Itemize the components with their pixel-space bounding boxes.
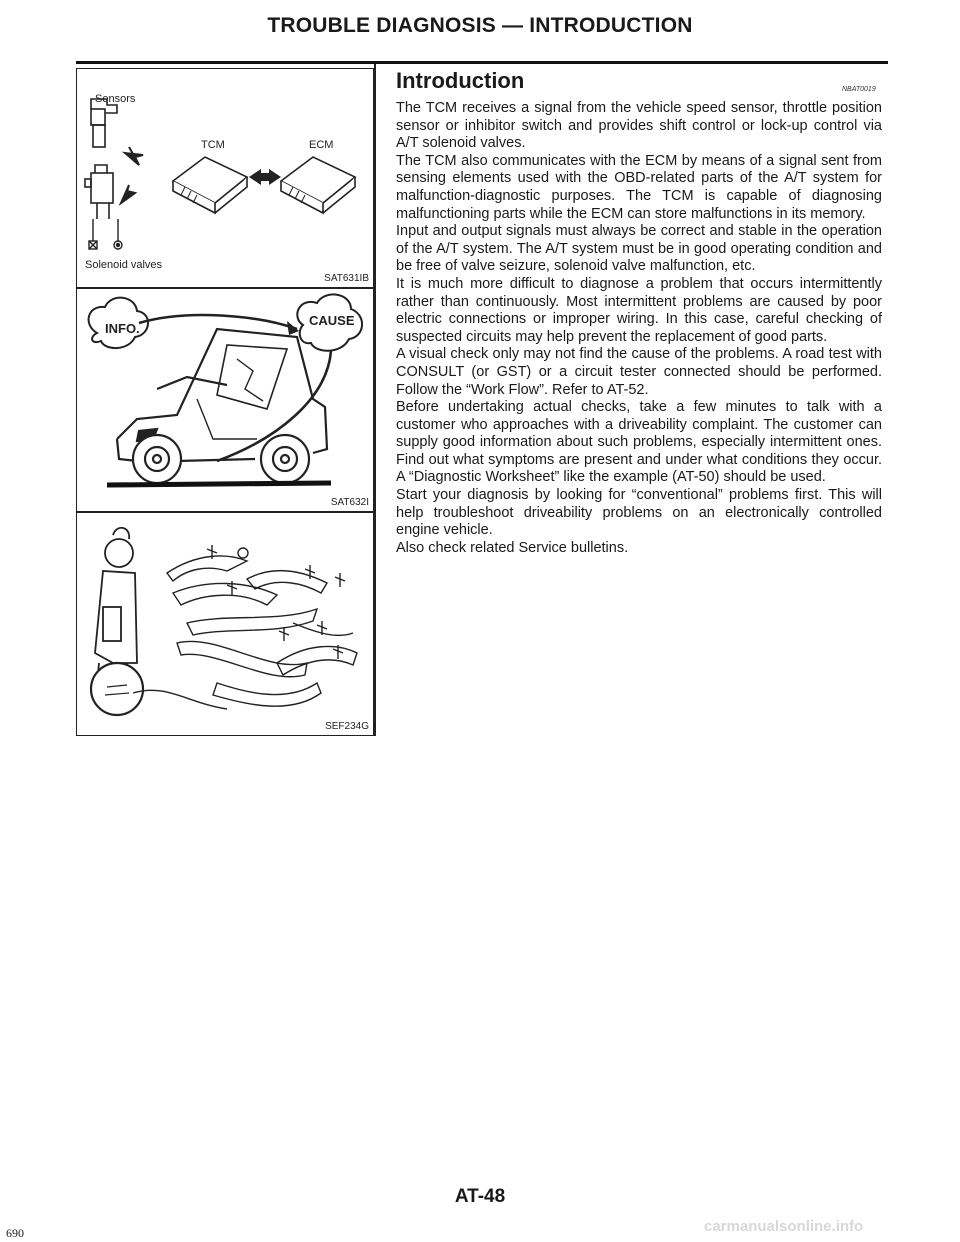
paragraph: Start your diagnosis by looking for “conventional” problems first. This will help troubleshoot driveability problems on an electronically controlled engine vehicle. — [396, 487, 882, 539]
introduction-body — [396, 100, 882, 557]
magnifier-icon — [91, 663, 143, 715]
margin-number: 690 — [6, 1226, 24, 1240]
paragraph: It is much more difficult to diagnose a problem that occurs intermittently rather than continuously. Most intermittent problems are caused by poor electric connections or improper wiring. In this case, careful checking of suspected circuits may help prevent the replacement of good parts. — [396, 275, 882, 345]
spark-icon — [207, 545, 345, 659]
ecm-label: ECM — [309, 139, 334, 151]
figure-sensors-tcm-ecm — [76, 68, 374, 288]
speed-sensor-icon — [91, 99, 117, 147]
solenoid-valves-label: Solenoid valves — [85, 259, 163, 271]
watermark: carmanualsonline.info — [704, 1218, 864, 1235]
figure-code: SEF234G — [325, 721, 369, 732]
figure-code: SAT631IB — [324, 273, 369, 284]
page-header-title: TROUBLE DIAGNOSIS — INTRODUCTION — [267, 14, 693, 37]
ecm-unit-icon — [281, 157, 355, 213]
header-rule — [76, 61, 888, 64]
sensors-label: Sensors — [95, 93, 136, 105]
technician-wiring-illustration — [77, 513, 375, 737]
paragraph: A visual check only may not find the cause of the problems. A road test with CONSULT (or GST) or a circuit tester connected should be performed. Follow the “Work Flow”. Refer to AT-52. — [396, 346, 882, 398]
bidirectional-arrow-icon — [249, 169, 281, 185]
wiring-harness-icon — [133, 556, 357, 709]
figure-code: SAT632I — [330, 497, 369, 508]
figure-technician-wiring — [76, 512, 374, 736]
wheel-icon — [261, 435, 309, 483]
sensor-arrow-icon — [121, 185, 135, 203]
sensor-arrow-icon — [125, 147, 143, 165]
figure-info-cause — [76, 288, 374, 512]
wheel-icon — [133, 435, 181, 483]
paragraph: Input and output signals must always be correct and stable in the operation of the A/T system. The A/T system must be in good operating condition and be free of valve seizure, solenoid valve malfunction, etc. — [396, 223, 882, 275]
paragraph: The TCM also communicates with the ECM by means of a signal sent from sensing elements used with the OBD-related parts of the A/T system for malfunction-diagnostic purposes. The TCM is capable of diagnosing malfunctioning parts while the ECM can store malfunctions in its memory. — [396, 152, 882, 222]
car-shadow — [107, 483, 331, 485]
page-number: AT-48 — [454, 1186, 506, 1207]
paragraph: Before undertaking actual checks, take a few minutes to talk with a customer who approaches with a driveability complaint. The customer can supply good information about such problems, especially intermittent ones. Find out what symptoms are present and under what conditions they occur. A “Diagnostic Worksheet” like the example (AT-50) should be used. — [396, 399, 882, 486]
tcm-unit-icon — [173, 157, 247, 213]
connector-icon — [238, 548, 248, 558]
technician-icon — [95, 528, 137, 685]
section-heading: Introduction — [396, 68, 525, 93]
info-arrow-icon — [139, 315, 297, 329]
paragraph: Also check related Service bulletins. — [396, 539, 629, 556]
solenoid-valve-icon — [89, 219, 122, 249]
info-label: INFO. — [105, 321, 140, 336]
paragraph: The TCM receives a signal from the vehicle speed sensor, throttle position sensor or inhibitor switch and provides shift control or lock-up control via A/T solenoid valves. — [396, 100, 882, 152]
section-reference-tag: NBAT0019 — [842, 86, 876, 93]
position-sensor-icon — [85, 165, 113, 219]
cause-label: CAUSE — [309, 313, 355, 328]
tcm-label: TCM — [201, 139, 225, 151]
